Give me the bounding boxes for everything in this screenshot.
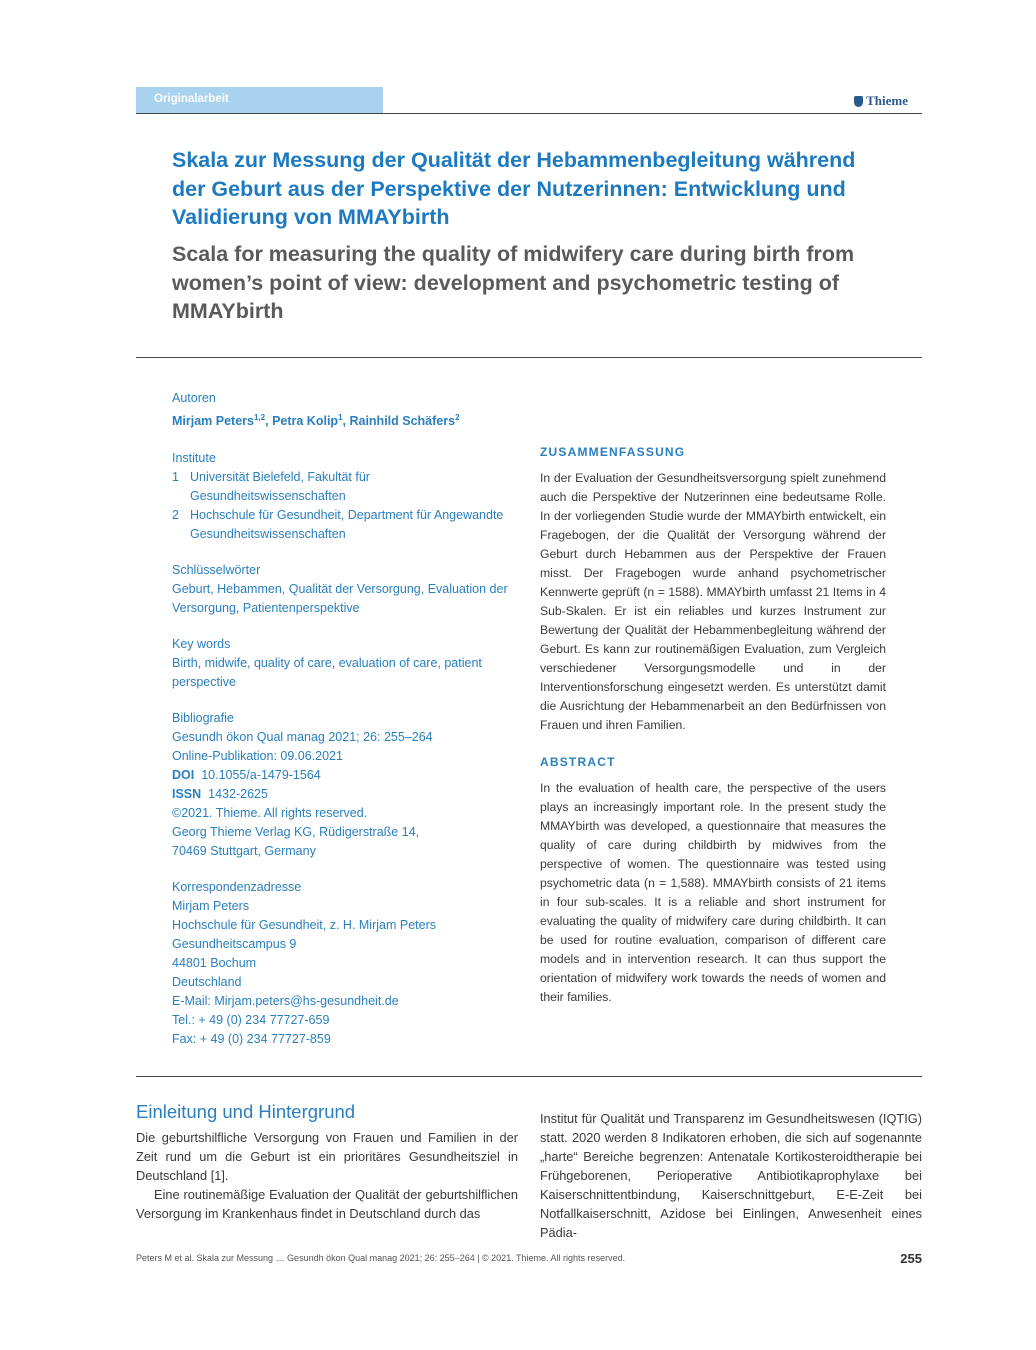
korrespondenz-heading: Korrespondenzadresse	[172, 880, 302, 895]
schluesselwoerter-block	[172, 561, 522, 618]
institute-number: 1	[172, 470, 179, 485]
keywords-block	[172, 635, 522, 692]
institute-item	[172, 468, 522, 506]
schluesselwoerter-heading: Schlüsselwörter	[172, 563, 261, 578]
publisher-name: Thieme	[866, 93, 908, 108]
korrespondenz-line: Mirjam Peters	[172, 899, 250, 914]
page-number: 255	[900, 1251, 922, 1266]
zusammenfassung-heading: ZUSAMMENFASSUNG	[540, 445, 686, 459]
doi-link[interactable]: 10.1055/a-1479-1564	[201, 768, 321, 783]
institute-number: 2	[172, 508, 179, 523]
abstract-heading: ABSTRACT	[540, 755, 616, 769]
author-name: Rainhild Schäfers	[349, 414, 456, 429]
publisher-logo	[854, 93, 908, 109]
author-affiliation: 2	[455, 413, 460, 422]
author-affiliation: 1	[338, 413, 343, 422]
institutes-heading: Institute	[172, 451, 216, 466]
abstracts-column	[540, 443, 886, 1025]
author-affiliation: 1,2	[253, 413, 266, 422]
footer-citation: Peters M et al. Skala zur Messung … Gesundh ökon Qual manag 2021; 26: 255–264 | © 2021. Thieme. All rights reserved.	[136, 1253, 626, 1263]
institute-text: Hochschule für Gesundheit, Department für Angewandte Gesundheitswissenschaften	[190, 508, 504, 542]
header-rule	[136, 113, 922, 114]
body-paragraph: Institut für Qualität und Transparenz im Gesundheitswesen (IQTIG) statt. 2020 werden 8 Indikatoren erhoben, die sich auf sogenannte „harte“ Bereiche begrenzen: Antenatale Kortikosteroidtherapie bei Frühgeborenen, Perioperative Antibiotikaprophylaxe bei Kaiserschnittentbindung, Kaiserschnittgeburt, E-E-Zeit bei Notfallkaiserschnitt, Azidose bei Einlingen, Anwesenheit eines Pädia-	[540, 1111, 922, 1240]
doi-label: DOI	[172, 768, 195, 783]
body-rule	[136, 1076, 922, 1077]
email-link[interactable]: E-Mail: Mirjam.peters@hs-gesundheit.de	[172, 994, 399, 1009]
thieme-logo-icon	[854, 96, 863, 107]
issn-label: ISSN	[172, 787, 202, 802]
metadata-column	[172, 389, 522, 1066]
body-paragraph: Eine routinemäßige Evaluation der Qualität der geburtshilflichen Versorgung im Krankenhaus findet in Deutschland durch das	[136, 1187, 518, 1221]
publisher-address: Georg Thieme Verlag KG, Rüdigerstraße 14,	[172, 825, 420, 840]
bibliografie-heading: Bibliografie	[172, 711, 234, 726]
title-rule	[136, 357, 922, 358]
korrespondenz-block	[172, 878, 522, 1049]
author-separator: ,	[342, 414, 350, 429]
keywords-heading: Key words	[172, 637, 231, 652]
title-english: Scala for measuring the quality of midwifery care during birth from women’s point of view: development and psychometric testing of MMAYbirth	[172, 242, 855, 323]
authors-block	[172, 389, 522, 431]
publisher-address: 70469 Stuttgart, Germany	[172, 844, 316, 859]
issn-line	[172, 785, 522, 804]
copyright: ©2021. Thieme. All rights reserved.	[172, 806, 368, 821]
korrespondenz-line: Hochschule für Gesundheit, z. H. Mirjam Peters	[172, 918, 436, 933]
abstract-text: In the evaluation of health care, the perspective of the users plays an increasingly important role. In the present study the MMAYbirth was developed, a questionnaire that measures the quality of care during childbirth by midwives from the perspective of women. The questionnaire was tested using psychometric data (n = 1,588). MMAYbirth consists of 21 items in four sub-scales. It is a reliable and short instrument for evaluating the quality of midwifery care during childbirth. It can be used for routine evaluation, comparison of different care models and in intervention research. It can thus support the orientation of midwifery work towards the needs of women and their families.	[540, 781, 886, 1004]
author-separator: ,	[265, 414, 273, 429]
issn-value: 1432-2625	[208, 787, 268, 802]
section-label: Originalarbeit	[154, 93, 229, 105]
body-column-right	[540, 1109, 922, 1242]
korrespondenz-line: Deutschland	[172, 975, 242, 990]
body-column-left	[136, 1128, 518, 1223]
authors-heading: Autoren	[172, 391, 216, 405]
bibliografie-block	[172, 709, 522, 861]
author-name: Mirjam Peters	[172, 414, 254, 429]
korrespondenz-line: Fax: + 49 (0) 234 77727-859	[172, 1032, 331, 1047]
body-paragraph: Die geburtshilfliche Versorgung von Frauen und Familien in der Zeit rund um die Geburt ist ein prioritäres Gesundheitsziel in Deutschland [1].	[136, 1130, 518, 1183]
section-label-tab	[136, 87, 383, 114]
journal-citation: Gesundh ökon Qual manag 2021; 26: 255–264	[172, 730, 433, 745]
section-heading: Einleitung und Hintergrund	[136, 1101, 356, 1122]
korrespondenz-line: Tel.: + 49 (0) 234 77727-659	[172, 1013, 330, 1028]
zusammenfassung-text: In der Evaluation der Gesundheitsversorgung spielt zunehmend auch die Perspektive der Nutzerinnen eine bedeutsame Rolle. In der vorliegenden Studie wurde der MMAYbirth entwickelt, ein Fragebogen, der die Qualität der Versorgung während der Geburt durch Hebammen aus der Perspektive der Frauen misst. Der Fragebogen wurde anhand psychometrischer Kennwerte geprüft (n = 1588). MMAYbirth umfasst 21 Items in 4 Sub-Skalen. Er ist ein reliables und kurzes Instrument zur Bewertung der Qualität der Hebammenbegleitung während der Geburt. Es kann zur routinemäßigen Evaluation, zum Vergleich verschiedener Versorgungsmodelle und in der Interventionsforschung eingesetzt werden. Es unterstützt damit die Ausrichtung der Hebammenarbeit an den Bedürfnissen von Frauen und ihren Familien.	[540, 471, 886, 732]
keywords-text: Birth, midwife, quality of care, evaluation of care, patient perspective	[172, 656, 482, 690]
institute-item	[172, 506, 522, 544]
institute-text: Universität Bielefeld, Fakultät für Gesundheitswissenschaften	[190, 470, 370, 504]
online-publication: Online-Publikation: 09.06.2021	[172, 749, 343, 764]
korrespondenz-line: Gesundheitscampus 9	[172, 937, 297, 952]
authors-list	[172, 408, 522, 431]
korrespondenz-line: 44801 Bochum	[172, 956, 257, 971]
title-german: Skala zur Messung der Qualität der Hebammenbegleitung während der Geburt aus der Perspektive der Nutzerinnen: Entwicklung und Validierung von MMAYbirth	[172, 148, 856, 229]
institutes-block	[172, 449, 522, 544]
schluesselwoerter-text: Geburt, Hebammen, Qualität der Versorgung, Evaluation der Versorgung, Patientenperspektive	[172, 582, 508, 616]
author-name: Petra Kolip	[272, 414, 339, 429]
doi-line	[172, 766, 522, 785]
